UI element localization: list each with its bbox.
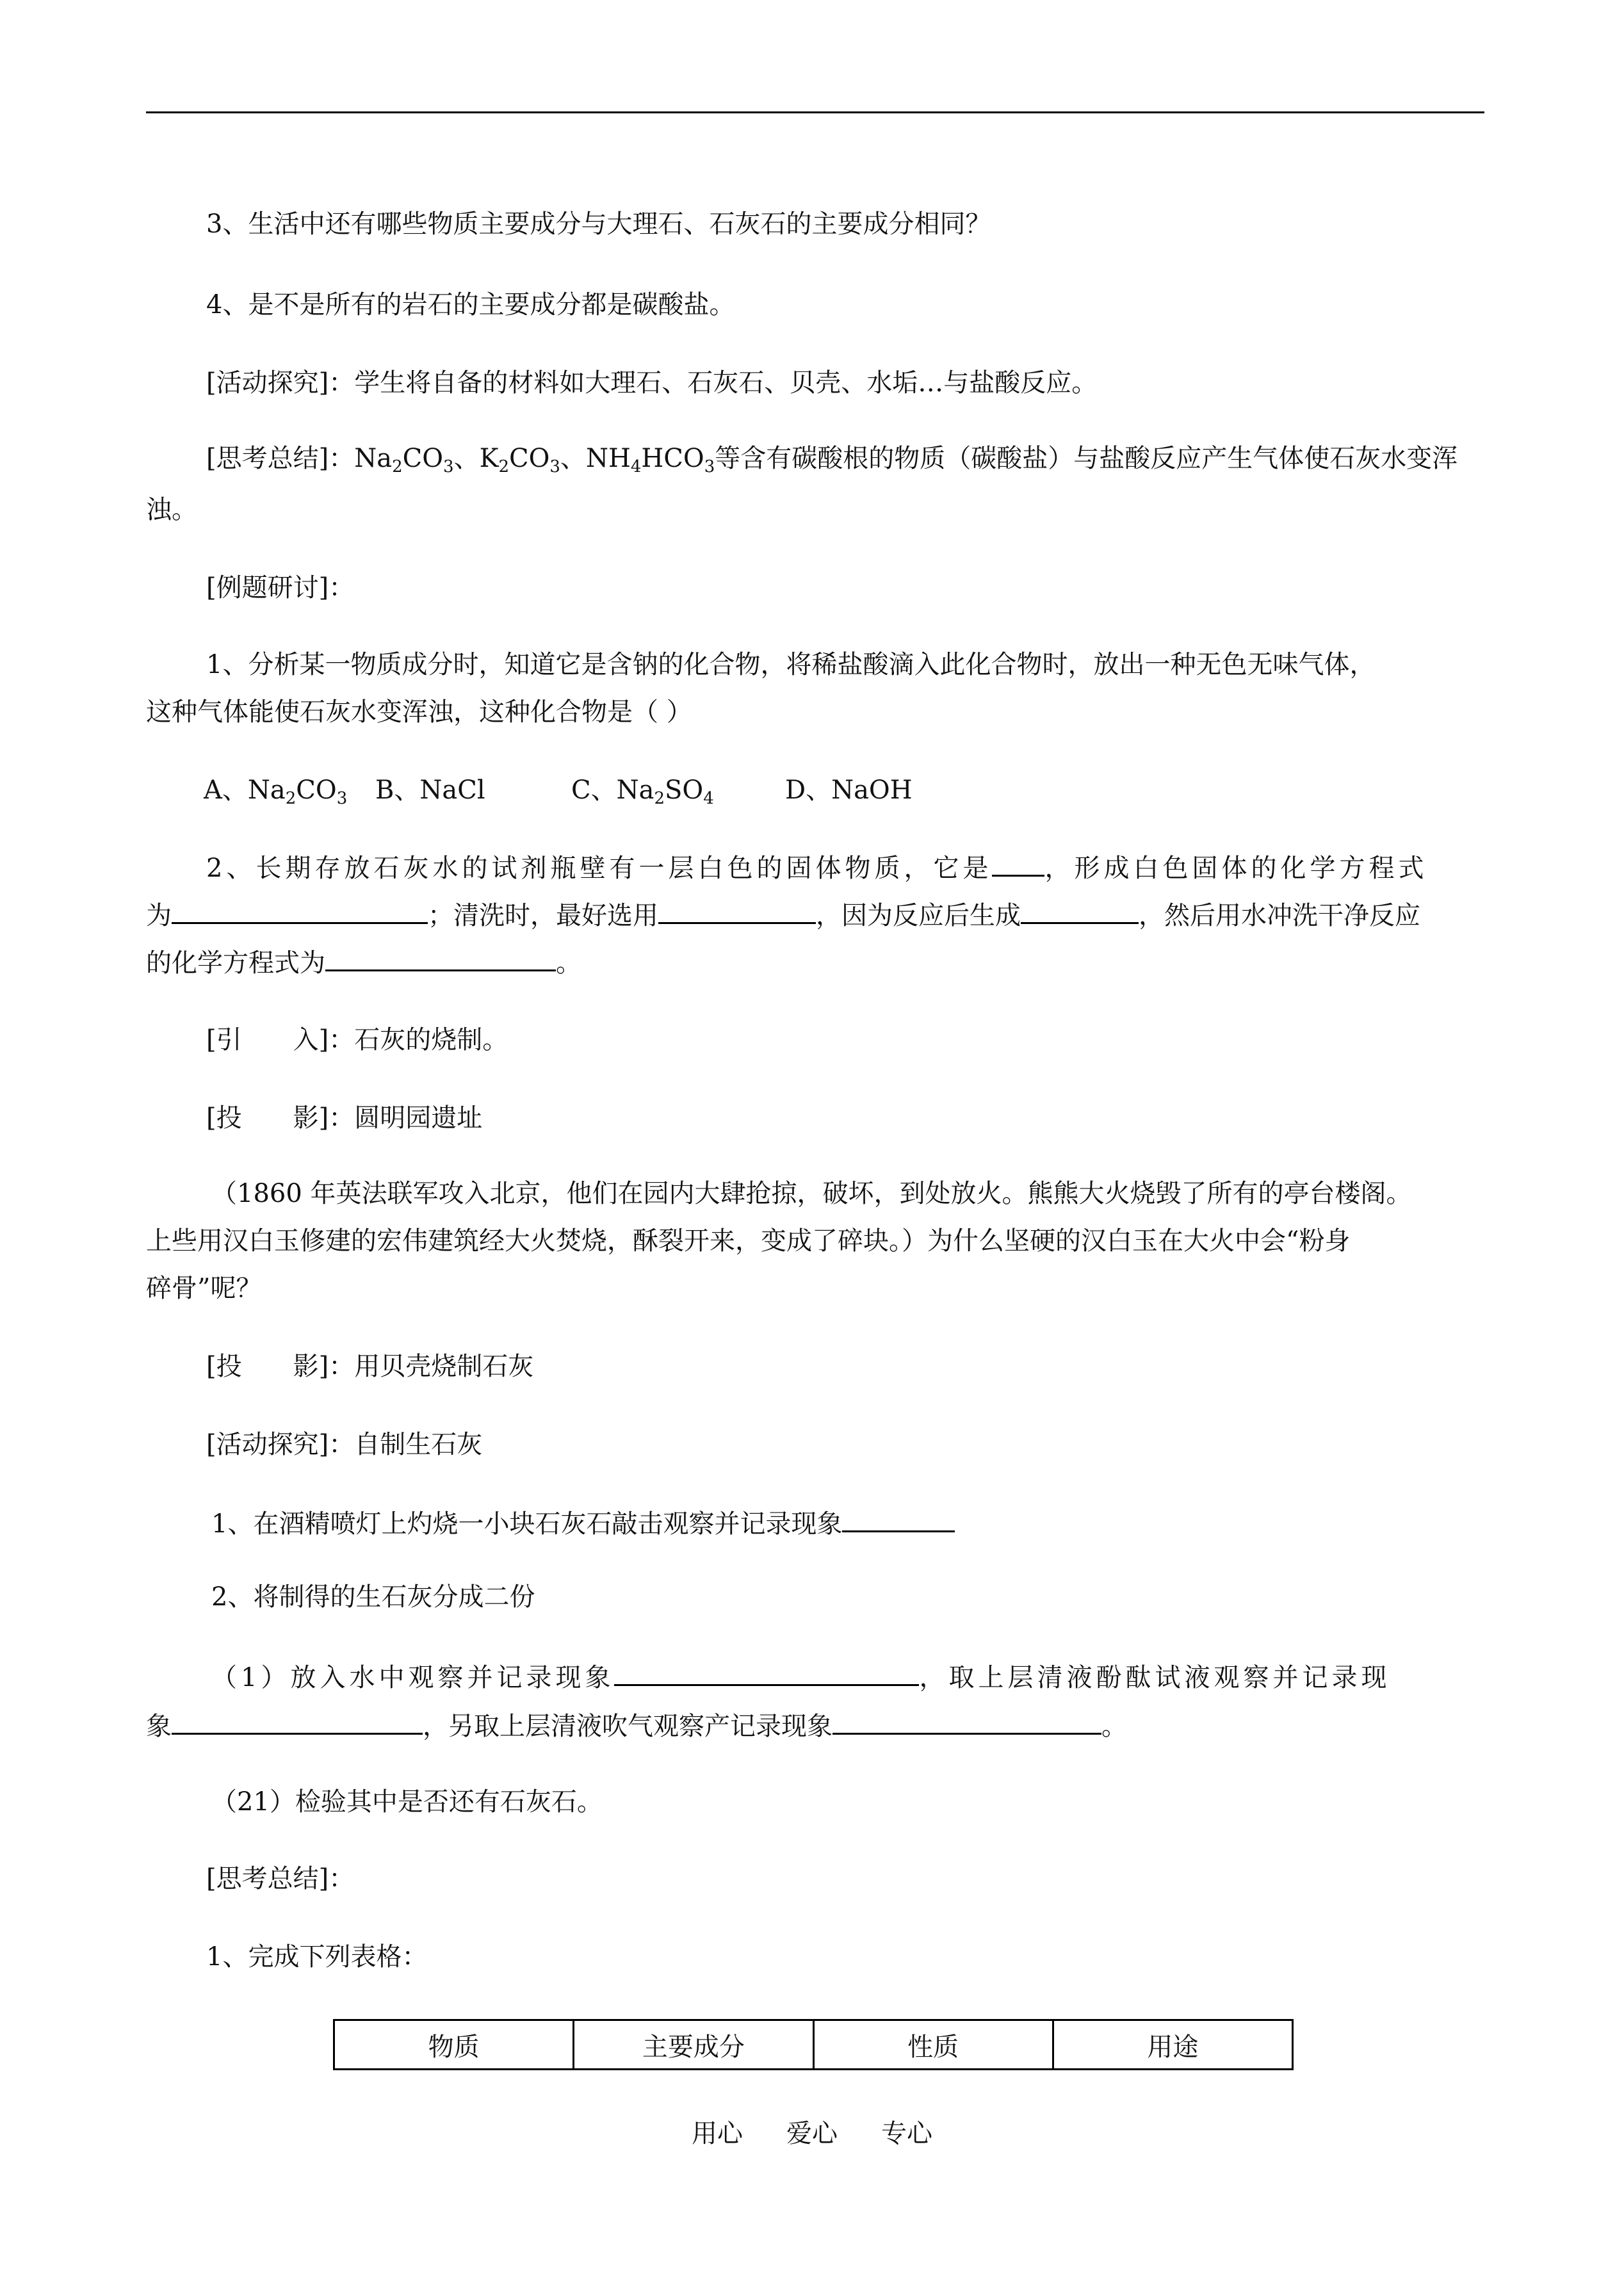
footer-word: 爱心 [786,2119,838,2148]
example-1-line-1: 1、分析某一物质成分时，知道它是含钠的化合物，将稀盐酸滴入此化合物时，放出一种无色无味气体， [206,650,1376,679]
answer-blank[interactable] [172,895,428,924]
examples-heading: [例题研讨]： [206,573,355,603]
footer-word: 用心 [692,2119,743,2148]
page-footer [0,2113,1624,2150]
thinking-summary-1-cont: 浊。 [146,495,197,524]
story-line-3: 碎骨”呢？ [146,1274,262,1303]
table-intro: 1、完成下列表格： [206,1942,428,1972]
story-line-1: （1860 年英法联军攻入北京，他们在园内大肆抢掠，破坏，到处放火。熊熊大火烧毁了所有的亭台楼阁。 [211,1179,1412,1208]
table-header-cell: 性质 [813,2020,1053,2070]
example-1-line-2: 这种气体能使石灰水变浑浊，这种化合物是（ ） [146,697,692,727]
example-2-line-1: 2、长期存放石灰水的试剂瓶壁有一层白色的固体物质，它是 ，形成白色固体的化学方程式 [206,848,1545,886]
question-4: 4、是不是所有的岩石的主要成分都是碳酸盐。 [206,290,735,320]
introduction: [引 入]：石灰的烧制。 [206,1025,508,1055]
option-a: A、$Na_2CO_3$ [204,775,348,808]
sub-step-2: （21）检验其中是否还有石灰石。 [211,1787,603,1817]
example-1-options [204,772,1542,808]
header-rule [146,111,1484,113]
answer-blank[interactable] [172,1706,423,1735]
table-header-row [334,2020,1293,2070]
answer-blank[interactable] [658,895,816,924]
summary-table [333,2019,1294,2070]
question-3: 3、生活中还有哪些物质主要成分与大理石、石灰石的主要成分相同？ [206,209,991,239]
option-d: D、NaOH [785,775,913,805]
answer-blank[interactable] [992,848,1044,877]
table-header-cell: 用途 [1053,2020,1292,2070]
projection-1: [投 影]：圆明园遗址 [206,1103,483,1133]
sub-step-1-line-1: （1）放入水中观察并记录现象 ，取上层清液酚酞试液观察并记录现 [211,1657,1550,1696]
footer-word: 专心 [881,2119,932,2148]
option-c: C、$Na_2SO_4$ [571,775,714,808]
sub-step-1-line-2: 象 ，另取上层清液吹气观察产记录现象 。 [146,1706,1484,1744]
answer-blank[interactable] [614,1657,919,1686]
projection-2: [投 影]：用贝壳烧制石灰 [206,1352,534,1381]
example-2-line-3: 的化学方程式为 。 [146,943,1484,981]
step-2: 2、将制得的生石灰分成二份 [211,1582,535,1612]
example-2-line-2: 为 ；清洗时，最好选用 ，因为反应后生成 ，然后用水冲洗干净反应 [146,895,1484,934]
step-1: 1、在酒精喷灯上灼烧一小块石灰石敲击观察并记录现象 [211,1504,1550,1542]
table-header-cell: 物质 [334,2020,574,2070]
option-b: B、NaCl [375,775,485,805]
answer-blank[interactable] [1021,895,1139,924]
activity-inquiry-1: [活动探究]：学生将自备的材料如大理石、石灰石、贝壳、水垢…与盐酸反应。 [206,368,1098,398]
answer-blank[interactable] [842,1504,955,1532]
story-line-2: 上些用汉白玉修建的宏伟建筑经大火焚烧，酥裂开来，变成了碎块。）为什么坚硬的汉白玉在大火中会“粉身 [146,1226,1351,1256]
answer-blank[interactable] [325,943,556,971]
activity-inquiry-2: [活动探究]：自制生石灰 [206,1430,483,1459]
thinking-summary-1: [思考总结]：$Na_2CO_3$、$K_2CO_3$、$NH_4HCO_3$等含有碳酸根的物质（碳酸盐）与盐酸反应产生气体使石灰水变浑 [206,444,1458,476]
thinking-summary-2: [思考总结]： [206,1864,355,1894]
answer-blank[interactable] [832,1706,1101,1735]
table-header-cell: 主要成分 [574,2020,813,2070]
